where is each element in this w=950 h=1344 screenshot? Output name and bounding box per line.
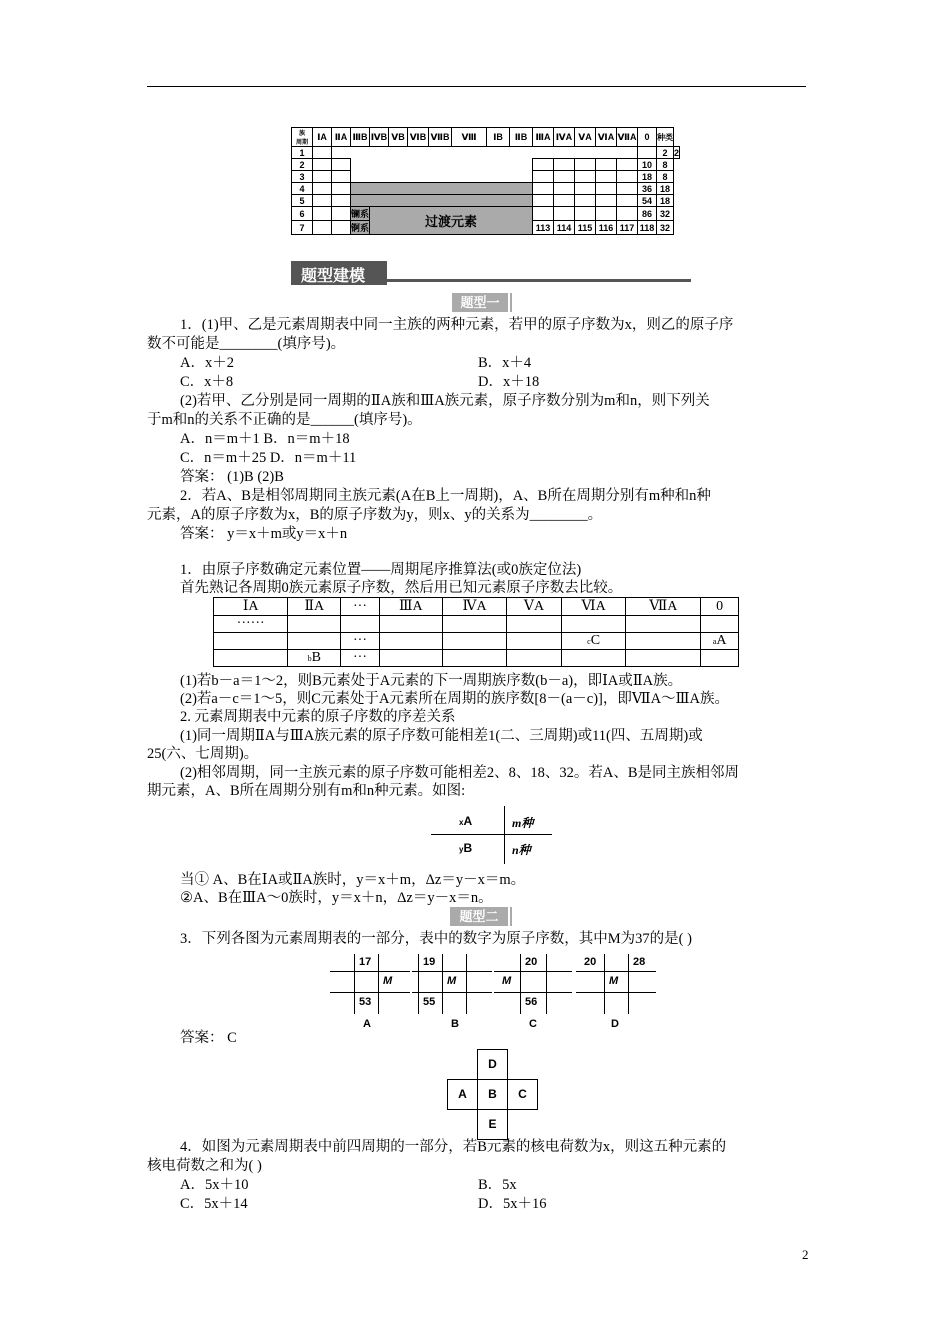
transition-label: 过渡元素 <box>370 207 533 235</box>
answer-2: 答案： y＝x＋m或y＝x＋n <box>180 526 348 542</box>
ab-cross-diagram: xA m种 yB n种 <box>431 806 552 864</box>
corner-cell: 族 周期 <box>292 128 313 147</box>
section-banner <box>291 261 691 285</box>
section-tag-1: 题型一 <box>452 293 514 312</box>
answer-3: 答案： C <box>180 1030 237 1046</box>
page-number: 2 <box>802 1247 809 1262</box>
ptable-header: 族 周期 ⅠA ⅡA ⅢB ⅣB ⅤB ⅥB ⅦB Ⅷ ⅠB ⅡB ⅢA ⅣA ⅤA ⅥA ⅦA 0 种类 <box>292 128 680 147</box>
section-tag-2: 题型二 <box>450 907 514 926</box>
answer-1: 答案： (1)B (2)B <box>180 469 284 485</box>
banner-title: 题型建模 <box>301 268 366 285</box>
header-rule <box>147 86 806 87</box>
periodic-table-figure: 族 周期 ⅠA ⅡA ⅢB ⅣB ⅤB ⅥB ⅦB Ⅷ ⅠB ⅡB ⅢA ⅣA ⅤA ⅥA ⅦA 0 种类 1 2 2 2 10 8 3 18 8 4 36 18 5 54 18 6 镧系 过渡元素 86 32 7 锕系 113 114 115 116 117 118 32 <box>291 127 680 235</box>
zero-group-grid: ⅠA ⅡA ··· ⅢA ⅣA ⅤA ⅥA ⅦA 0 ······ ··· cC aA bB ··· <box>213 597 739 667</box>
